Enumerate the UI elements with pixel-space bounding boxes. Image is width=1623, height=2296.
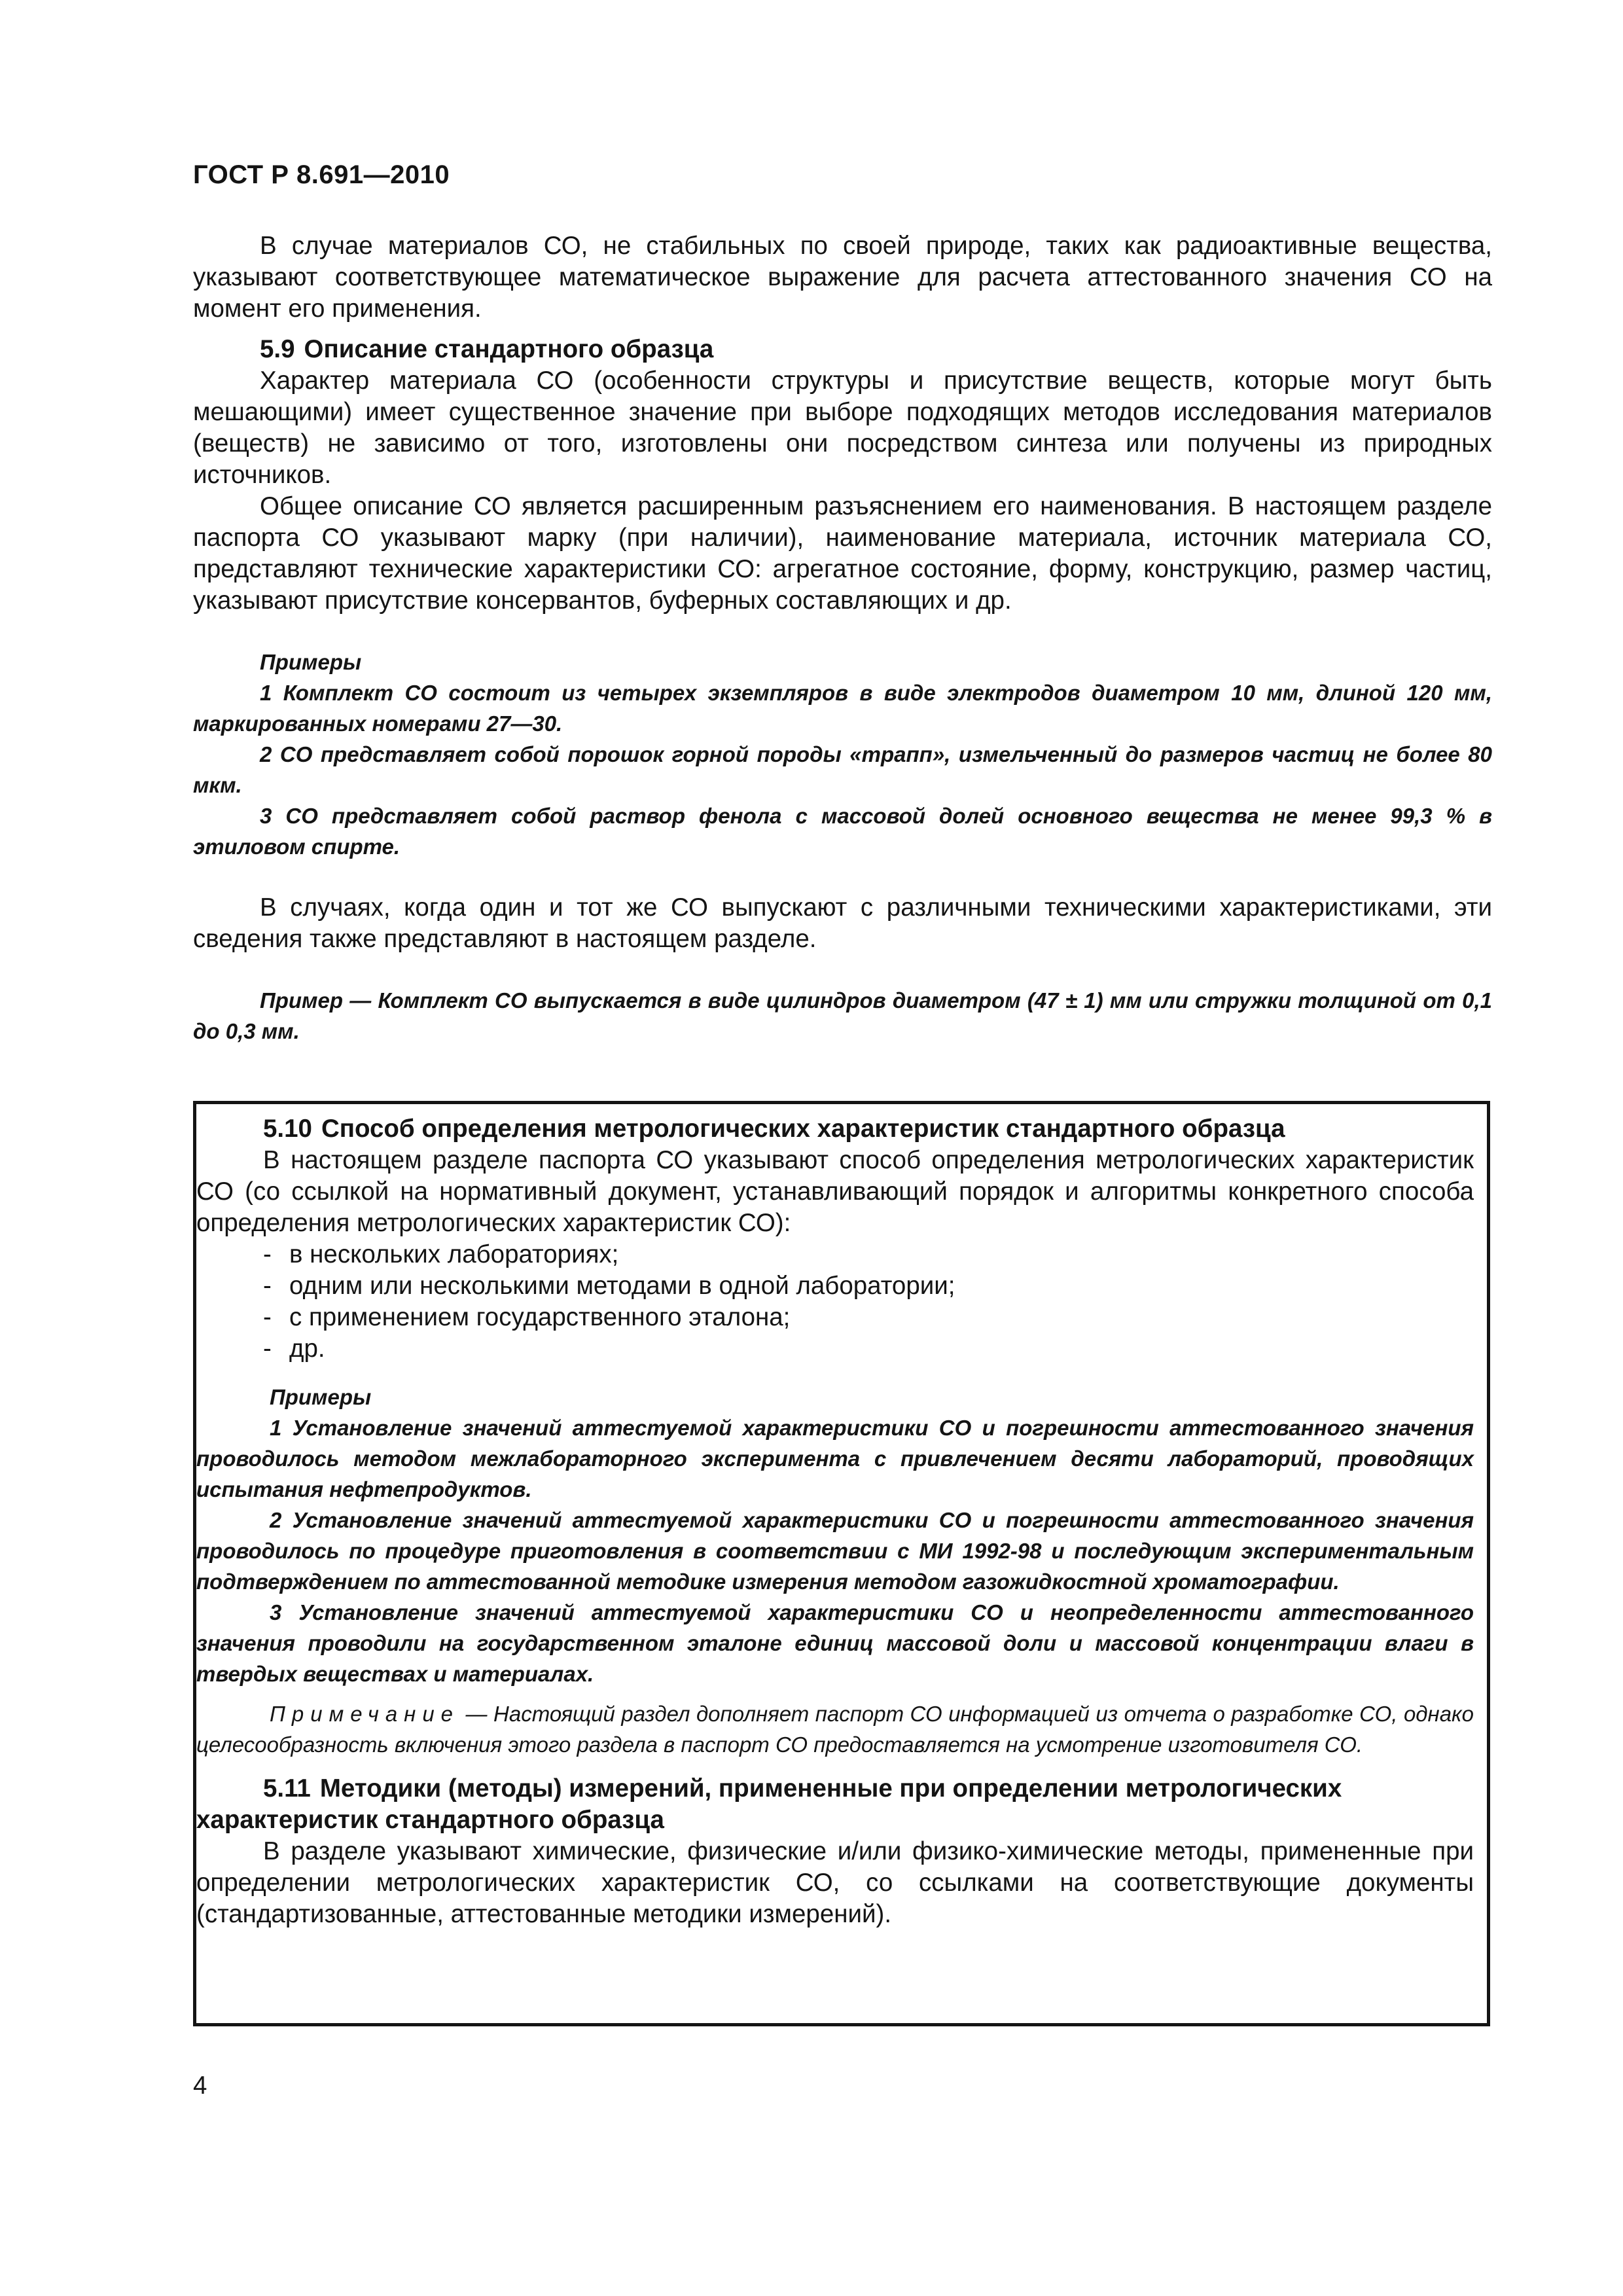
section-5-9-paragraph-2: Общее описание СО является расширенным разъяснением его наименования. В настоящем разделе паспорта СО указывают марку (при наличии), наименование материала, источник материала СО, представляют технические характеристики СО: агрегатное состояние, форму, конструкцию, размер частиц, указывают присутствие консервантов, буферных составляющих и др. (193, 492, 1492, 615)
main-content (193, 230, 1492, 1047)
section-title: Методики (методы) измерений, примененные при определении метрологических характеристик стандартного образца (196, 1774, 1342, 1834)
intro-paragraph: В случае материалов СО, не стабильных по своей природе, таких как радиоактивные вещества, указывают соответствующее математическое выражение для расчета аттестованного значения СО на момент его применения. (193, 232, 1492, 323)
section-number: 5.11 (263, 1774, 311, 1803)
example-item: 2 СО представляет собой порошок горной породы «трапп», измельченный до размеров частиц не более 80 мкм. (193, 742, 1492, 797)
boxed-sections (193, 1101, 1490, 2026)
examples-heading: Примеры (260, 650, 362, 674)
section-5-10-heading (196, 1113, 1474, 1145)
document-code-header: ГОСТ Р 8.691—2010 (193, 160, 450, 189)
section-number: 5.10 (263, 1115, 312, 1143)
list-marker: - (263, 1335, 272, 1363)
list-marker: - (263, 1272, 272, 1300)
example-item: 1 Установление значений аттестуемой характеристики СО и погрешности аттестованного значения проводилось методом межлабораторного эксперимента с привлечением десяти лабораторий, проводящих испытания нефтепродуктов. (196, 1416, 1474, 1501)
examples-heading: Примеры (270, 1385, 372, 1409)
section-5-9-paragraph-1: Характер материала СО (особенности структуры и присутствие веществ, которые могут быть мешающими) имеет существенное значение при выборе подходящих методов исследования материалов (веществ) не зависимо от того, изготовлены они посредством синтеза или получены из природных источников. (193, 367, 1492, 489)
section-5-10-examples (196, 1382, 1474, 1689)
section-5-9-heading (193, 334, 1492, 365)
list-item: - одним или несколькими методами в одной лаборатории; (196, 1270, 1474, 1302)
list-item: - в нескольких лабораториях; (196, 1239, 1474, 1270)
section-5-10-note (196, 1698, 1474, 1760)
list-marker: - (263, 1240, 272, 1268)
page-number: 4 (193, 2072, 207, 2100)
section-5-9-single-example: Пример — Комплект СО выпускается в виде цилиндров диаметром (47 ± 1) мм или стружки толщиной от 0,1 до 0,3 мм. (193, 988, 1492, 1043)
list-item: - др. (196, 1333, 1474, 1365)
list-item: - с применением государственного эталона; (196, 1302, 1474, 1333)
section-title: Способ определения метрологических характеристик стандартного образца (321, 1115, 1285, 1143)
section-5-10-paragraph: В настоящем разделе паспорта СО указывают способ определения метрологических характеристик СО (со ссылкой на нормативный документ, устанавливающий порядок и алгоритмы конкретного способа определения метрологических характеристик СО): (196, 1146, 1474, 1237)
method-list (196, 1239, 1474, 1365)
section-title: Описание стандартного образца (304, 335, 714, 363)
section-5-9-after-examples: В случаях, когда один и тот же СО выпускают с различными техническими характеристиками, эти сведения также представляют в настоящем разделе. (193, 893, 1492, 953)
section-5-11-paragraph: В разделе указывают химические, физические и/или физико-химические методы, примененные при определении метрологических характеристик СО, со ссылками на соответствующие документы (стандартизованные, аттестованные методики измерений). (196, 1837, 1474, 1928)
note-label: Примечание (270, 1702, 460, 1726)
example-item: 2 Установление значений аттестуемой характеристики СО и погрешности аттестованного значения проводилось по процедуре приготовления в соответствии с МИ 1992-98 и последующим экспериментальным подтверждением по аттестованной методике измерения методом газожидкостной хроматографии. (196, 1508, 1474, 1594)
list-marker: - (263, 1303, 272, 1331)
example-item: 3 СО представляет собой раствор фенола с массовой долей основного вещества не менее 99,3 % в этиловом спирте. (193, 804, 1492, 859)
example-item: 1 Комплект СО состоит из четырех экземпляров в виде электродов диаметром 10 мм, длиной 120 мм, маркированных номерами 27—30. (193, 681, 1492, 736)
section-5-11-heading (196, 1773, 1474, 1836)
section-number: 5.9 (260, 335, 295, 363)
note-text: — Настоящий раздел дополняет паспорт СО информацией из отчета о разработке СО, однако целесообразность включения этого раздела в паспорт СО предоставляется на усмотрение изготовителя СО. (196, 1702, 1474, 1757)
example-item: 3 Установление значений аттестуемой характеристики СО и неопределенности аттестованного значения проводили на государственном эталоне единиц массовой доли и массовой концентрации влаги в твердых веществах и материалах. (196, 1600, 1474, 1686)
section-5-9-examples (193, 647, 1492, 862)
